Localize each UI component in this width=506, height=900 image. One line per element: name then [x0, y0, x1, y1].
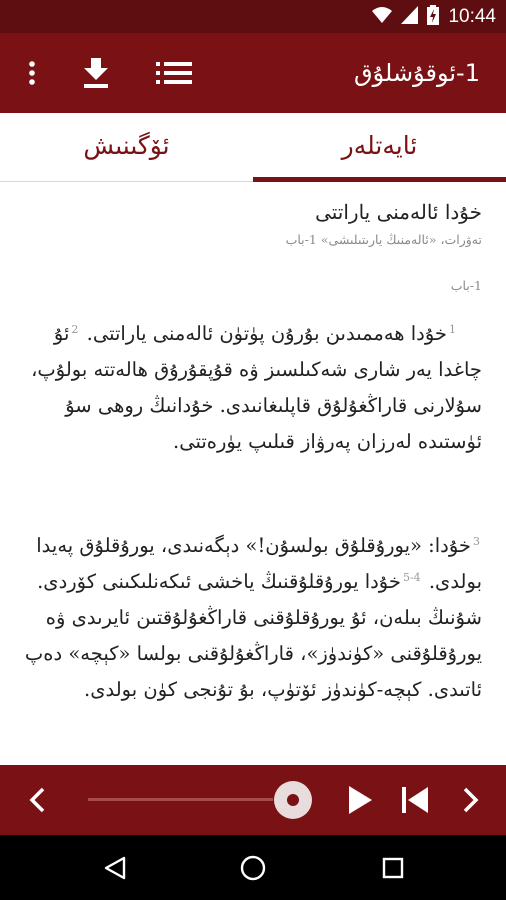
- status-bar: [0, 0, 506, 33]
- seek-thumb[interactable]: [274, 781, 312, 819]
- verse-text: خۇدا: «يورۇقلۇق بولسۇن!» دېگەنىدى، يورۇقلۇق پەيدا بولدى.: [36, 534, 482, 593]
- home-circle-icon[interactable]: [237, 835, 269, 900]
- list-icon[interactable]: [154, 33, 194, 113]
- section-heading: خۇدا ئالەمنى ياراتتى: [315, 200, 482, 224]
- chevron-right-icon[interactable]: [456, 765, 486, 835]
- tab-bar: [0, 113, 506, 182]
- system-nav-bar: [0, 835, 506, 900]
- seek-track[interactable]: [88, 798, 273, 801]
- verse-text: ئۇ چاغدا يەر شارى شەكىلسىز ۋە قۇپقۇرۇق ھالەتتە بولۇپ، سۇلارنى قاراڭغۇلۇق قاپلىغانىدى. خۇدانىڭ روھى سۇ ئۈستىدە لەرزان پەرۋاز قىلىپ يۈرەتتى.: [31, 322, 482, 453]
- section-reference: تەۋرات، «ئالەمنىڭ يارىتىلىشى» 1-باب: [285, 232, 482, 247]
- battery-charging-icon: [427, 5, 439, 29]
- skip-previous-icon[interactable]: [398, 765, 432, 835]
- paragraph: [24, 528, 482, 708]
- page-title: 1-ئوقۇشلۇق: [354, 59, 480, 87]
- play-icon[interactable]: [344, 765, 376, 835]
- audio-player: [0, 765, 506, 835]
- status-time: 10:44: [448, 6, 496, 27]
- verse-number: 2: [71, 323, 79, 336]
- download-icon[interactable]: [80, 33, 112, 113]
- reading-content[interactable]: [0, 182, 506, 765]
- recents-square-icon[interactable]: [378, 835, 408, 900]
- chapter-label: 1-باب: [450, 278, 482, 293]
- signal-icon: [401, 6, 418, 28]
- verse-text: خۇدا ھەممىدىن بۇرۇن پۈتۈن ئالەمنى ياراتتى.: [86, 322, 447, 345]
- verse-number: 1: [449, 323, 456, 336]
- verse-number: 4-5: [402, 571, 421, 584]
- back-triangle-icon[interactable]: [100, 835, 130, 900]
- chevron-left-icon[interactable]: [22, 765, 52, 835]
- verse-text: خۇدا يورۇقلۇقنىڭ ياخشى ئىكەنلىكىنى كۆردى. شۇنىڭ بىلەن، ئۇ يورۇقلۇقنى قاراڭغۇلۇقتىن ئايرىدى ۋە يورۇقلۇقنى «كۈندۈز»، قاراڭغۇلۇقنى بولسا «كېچە» دەپ ئاتىدى. كېچە-كۈندۈز ئۆتۈپ، بۇ تۇنجى كۈن بولدى.: [24, 570, 482, 701]
- app-bar: [0, 33, 506, 113]
- verse-number: 3: [473, 535, 480, 548]
- more-vert-icon[interactable]: [20, 33, 44, 113]
- wifi-icon: [372, 6, 392, 28]
- tab-verses[interactable]: ئايەتلەر: [341, 131, 418, 160]
- tab-study[interactable]: ئۆگىنىش: [83, 131, 170, 160]
- paragraph: [24, 316, 482, 460]
- status-icons: [372, 5, 496, 29]
